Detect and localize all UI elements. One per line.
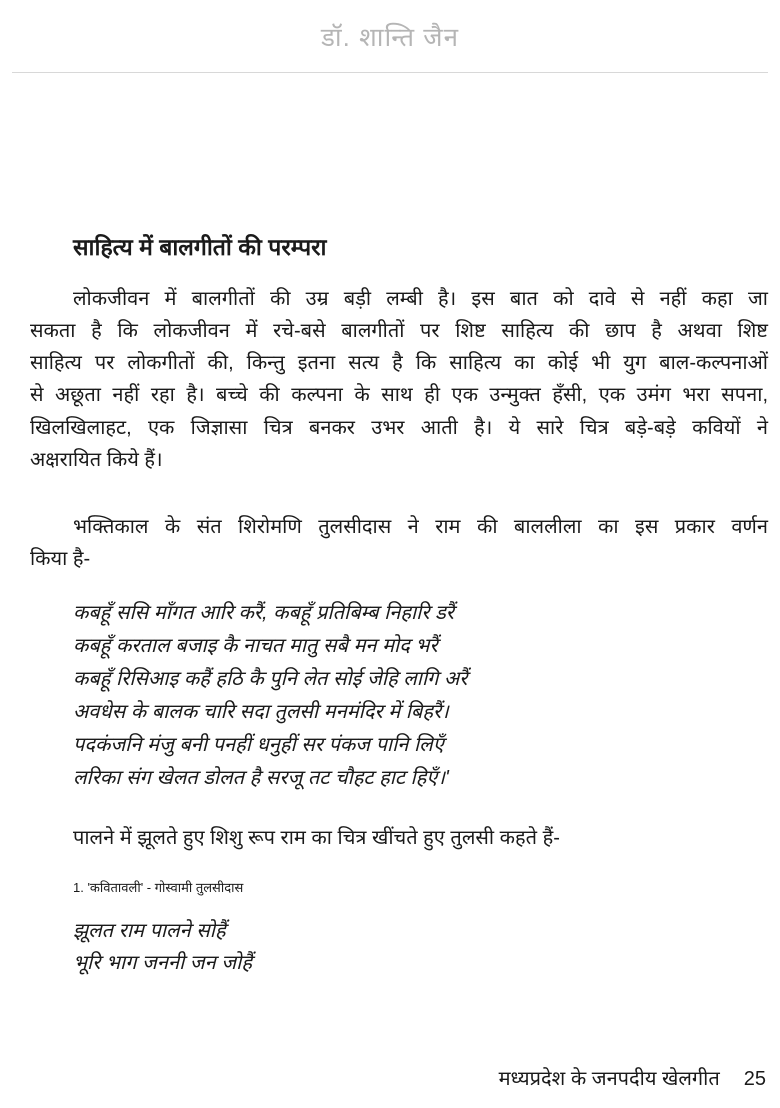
verse-line: कबहूँ करताल बजाइ कै नाचत मातु सबै मन मोद भरैं: [73, 635, 438, 657]
page-footer: [499, 1064, 766, 1091]
section-heading: साहित्य में बालगीतों की परम्परा: [73, 234, 327, 260]
page-number: 25: [743, 1068, 766, 1090]
text-line: अक्षरायित किये हैं।: [30, 449, 163, 471]
text-line: किया है-: [30, 548, 91, 570]
paragraph-3: पालने में झूलते हुए शिशु रूप राम का चित्र खींचते हुए तुलसी कहते हैं-: [73, 827, 560, 849]
verse-line: कबहूँ ससि माँगत आरि करैं, कबहूँ प्रतिबिम्ब निहारि डरैं: [73, 602, 454, 624]
verse-line: अवधेस के बालक चारि सदा तुलसी मनमंदिर में बिहरैं।: [73, 701, 449, 723]
text-line: खिलखिलाहट, एक जिज्ञासा चित्र बनकर उभर आती है। ये सारे चित्र बड़े-बड़े कवियों ने: [30, 417, 768, 439]
text-line: से अछूता नहीं रहा है। बच्चे की कल्पना के साथ ही एक उन्मुक्त हँसी, एक उमंग भरा सपना,: [30, 384, 768, 406]
verse-line: झूलत राम पालने सोहैं: [73, 920, 226, 942]
footer-book-title: मध्यप्रदेश के जनपदीय खेलगीत: [498, 1068, 720, 1090]
verse-line: लरिका संग खेलत डोलत है सरजू तट चौहट हाट हिएँ।': [73, 767, 449, 789]
text-line: लोकजीवन में बालगीतों की उम्र बड़ी लम्बी है। इस बात को दावे से नहीं कहा जा: [73, 288, 768, 310]
footnote: 1. 'कवितावली' - गोस्वामी तुलसीदास: [73, 880, 244, 895]
text-line: साहित्य पर लोकगीतों की, किन्तु इतना सत्य है कि साहित्य का कोई भी युग बाल-कल्पनाओं: [30, 352, 768, 374]
verse-line: पदकंजनि मंजु बनी पनहीं धनुहीं सर पंकज पानि लिएँ: [73, 734, 444, 756]
verse-line: कबहूँ रिसिआइ कहैं हठि कै पुनि लेत सोई जेहि लागि अरैं: [73, 668, 468, 690]
running-header-author: डॉ. शान्ति जैन: [320, 22, 459, 52]
header-rule: [12, 72, 768, 73]
verse-line: भूरि भाग जननी जन जोहैं: [73, 952, 252, 974]
text-line: भक्तिकाल के संत शिरोमणि तुलसीदास ने राम की बाललीला का इस प्रकार वर्णन: [73, 516, 768, 538]
text-line: सकता है कि लोकजीवन में रचे-बसे बालगीतों पर शिष्ट साहित्य की छाप है अथवा शिष्ट: [30, 320, 768, 342]
